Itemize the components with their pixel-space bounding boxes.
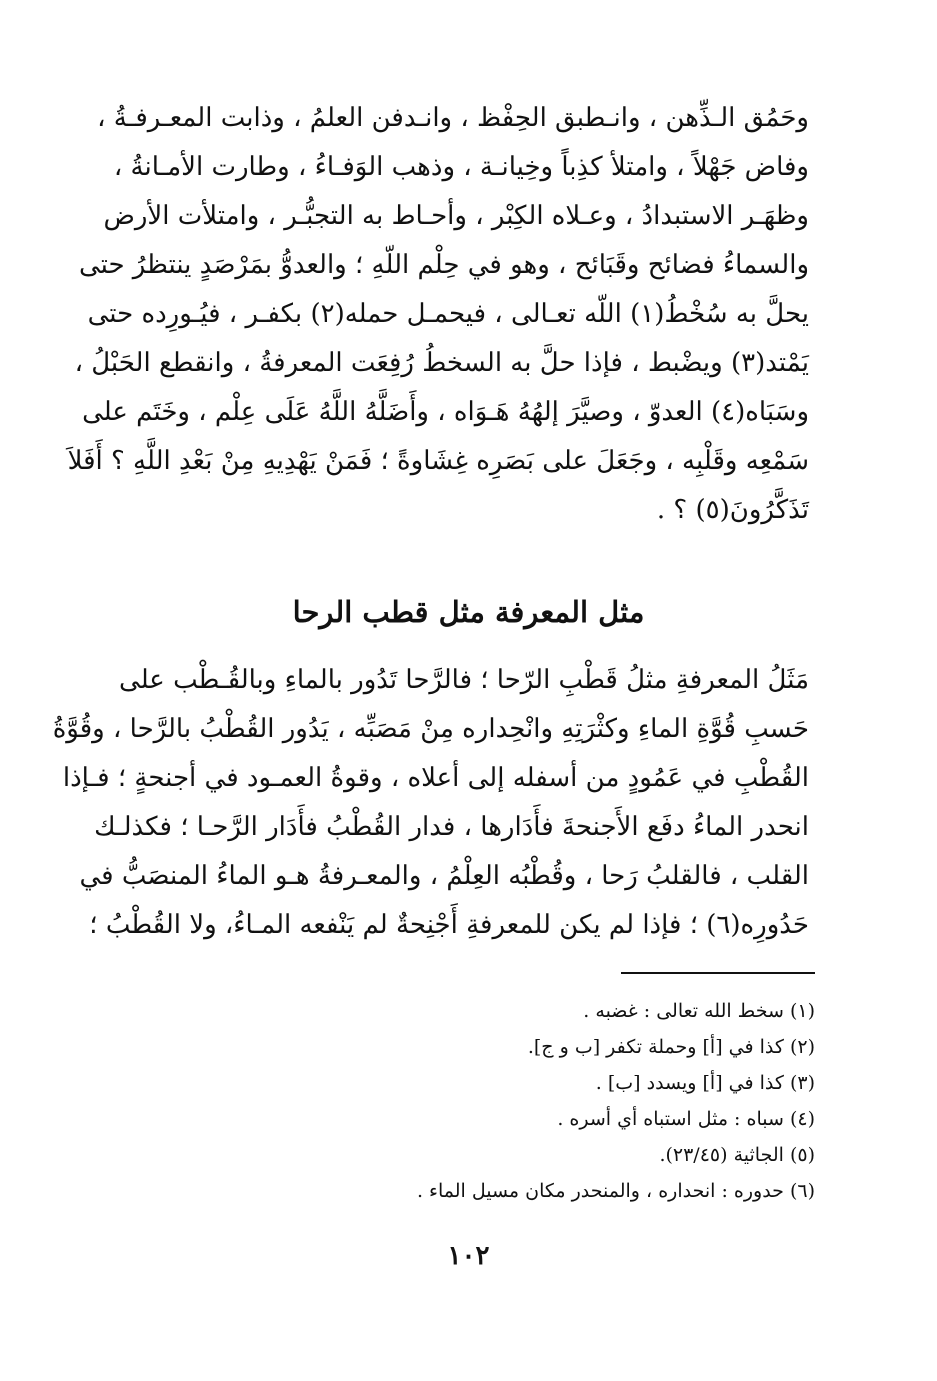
page-number: ١٠٢ bbox=[447, 1241, 490, 1271]
footnote-3: (٣) كذا في [أ] ويسدد [ب] . bbox=[595, 1072, 815, 1094]
paragraph-1-line-5: يحلَّ به سُخْطُ(١) اللّه تعـالى ، فيحمـل حمله(٢) بكفـر ، فيُـورِده حتى bbox=[87, 299, 809, 329]
paragraph-1-line-9: تَذَكَّرُونَ(٥) ؟ . bbox=[656, 495, 809, 525]
footnote-4: (٤) سباه : مثل استباه أي أسره . bbox=[557, 1108, 815, 1130]
paragraph-1-line-2: وفاض جَهْلاً ، وامتلأ كذِباً وخِيانـة ، وذهب الوَفـاءُ ، وطارت الأمـانةُ ، bbox=[113, 152, 809, 182]
paragraph-2-line-1: مَثَلُ المعرفةِ مثلُ قَطْبِ الرّحا ؛ فالرَّحا تَدُور بالماءِ وبالقُـطْب على bbox=[119, 665, 809, 695]
paragraph-1-line-7: وسَبَاه(٤) العدوّ ، وصيَّرَ إلهُهُ هَـوَاه ، وأَضَلَّهُ اللَّهُ عَلَى عِلْم ، وخَتَم على bbox=[82, 397, 809, 427]
paragraph-2-line-4: انحدر الماءُ دفَع الأَجنحةَ فأَدَارها ، فدار القُطْبُ فأَدَار الرَّحـا ؛ فكذلـك bbox=[94, 812, 809, 842]
paragraph-2-line-6: حَدُورِه(٦) ؛ فإذا لم يكن للمعرفةِ أَجْنِحةٌ لم يَنْفعه المـاءُ، ولا القُطْبُ ؛ bbox=[89, 910, 809, 940]
paragraph-1-line-6: يَمْتد(٣) ويضْبط ، فإذا حلَّ به السخطُ رُفِعَت المعرفةُ ، وانقطع الحَبْلُ ، bbox=[74, 348, 809, 378]
footnote-2: (٢) كذا في [أ] وحملة تكفر [ب و ج]. bbox=[527, 1036, 815, 1058]
footnote-6: (٦) حدوره : انحداره ، والمنحدر مكان مسيل الماء . bbox=[416, 1180, 815, 1202]
paragraph-2-line-2: حَسبِ قُوَّةِ الماءِ وكثْرَتِهِ وانْحِداره مِنْ مَصَبِّه ، يَدُور القُطْبُ بالرَّحا ، وقُوَّةُ bbox=[52, 714, 809, 744]
paragraph-2-line-5: القلب ، فالقلبُ رَحا ، وقُطْبُه العِلْمُ ، والمعـرفةُ هـو الماءُ المنصَبُّ في bbox=[79, 861, 809, 891]
paragraph-1-line-4: والسماءُ فضائح وقَبَائح ، وهو في حِلْم اللّهِ ؛ والعدوُّ بمَرْصَدٍ ينتظرُ حتى bbox=[78, 250, 809, 280]
footnote-separator bbox=[621, 972, 815, 974]
paragraph-1-line-1: وحَمُق الـذِّهن ، وانـطبق الحِفْظ ، وانـدفن العلمُ ، وذابت المعـرفـةُ ، bbox=[97, 103, 809, 133]
footnote-5: (٥) الجاثية (٢٣/٤٥). bbox=[659, 1144, 815, 1166]
paragraph-1-line-3: وظهَـر الاستبدادُ ، وعـلاه الكِبْر ، وأحـاط به التجبُّـر ، وامتلأت الأرض bbox=[103, 201, 809, 231]
paragraph-2-line-3: القُطْبِ في عَمُودٍ من أسفله إلى أعلاه ، وقوةُ العمـود في أجنحةٍ ؛ فـإذا bbox=[62, 763, 809, 793]
section-heading: مثل المعرفة مثل قطب الرحا bbox=[292, 595, 645, 629]
paragraph-1-line-8: سَمْعِه وقَلْبِه ، وجَعَلَ على بَصَرِه غِشَاوةً ؛ فَمَنْ يَهْدِيهِ مِنْ بَعْدِ اللَّهِ ؟ أَفَلاَ bbox=[67, 446, 809, 476]
footnote-1: (١) سخط الله تعالى : غضبه . bbox=[583, 1000, 815, 1022]
